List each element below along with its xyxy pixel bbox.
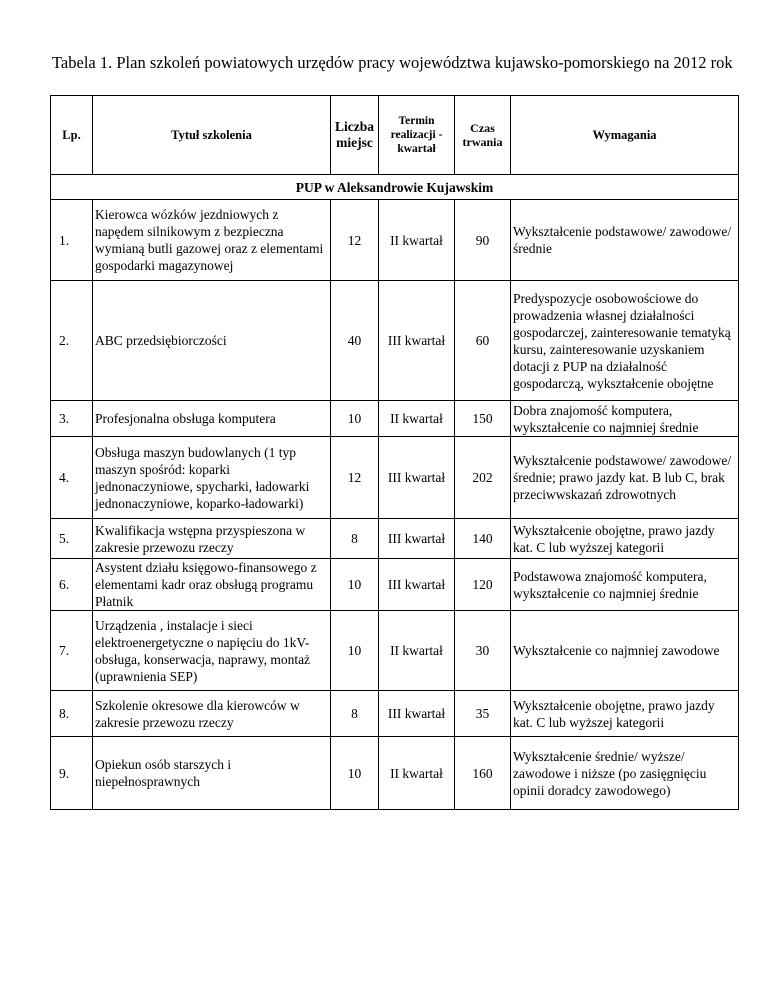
row-term: III kwartał [379,281,455,401]
row-places: 10 [331,559,379,611]
header-term: Termin realizacji - kwartał [379,96,455,175]
row-places: 8 [331,519,379,559]
header-requirements: Wymagania [511,96,739,175]
row-places: 8 [331,691,379,737]
row-term: III kwartał [379,519,455,559]
row-duration: 30 [455,611,511,691]
row-requirements: Wykształcenie obojętne, prawo jazdy kat. C lub wyższej kategorii [511,691,739,737]
row-places: 40 [331,281,379,401]
row-lp: 9. [51,737,93,810]
table-row [51,737,739,810]
table-row [51,519,739,559]
header-title: Tytuł szkolenia [93,96,331,175]
table-row [51,611,739,691]
row-lp: 1. [51,200,93,281]
row-title: Urządzenia , instalacje i sieci elektroenergetyczne o napięciu do 1kV-obsługa, konserwacja, naprawy, montaż (uprawnienia SEP) [93,611,331,691]
row-term: II kwartał [379,401,455,437]
row-duration: 35 [455,691,511,737]
office-row [51,175,739,200]
row-duration: 160 [455,737,511,810]
row-term: II kwartał [379,200,455,281]
row-duration: 202 [455,437,511,519]
row-title: Kierowca wózków jezdniowych z napędem silnikowym z bezpieczna wymianą butli gazowej oraz z elementami gospodarki magazynowej [93,200,331,281]
row-requirements: Wykształcenie obojętne, prawo jazdy kat. C lub wyższej kategorii [511,519,739,559]
row-title: ABC przedsiębiorczości [93,281,331,401]
row-places: 12 [331,200,379,281]
row-duration: 140 [455,519,511,559]
row-title: Kwalifikacja wstępna przyspieszona w zakresie przewozu rzeczy [93,519,331,559]
table-row [51,559,739,611]
row-term: III kwartał [379,691,455,737]
row-places: 12 [331,437,379,519]
row-requirements: Wykształcenie podstawowe/ zawodowe/ średnie; prawo jazdy kat. B lub C, brak przeciwwskazań zdrowotnych [511,437,739,519]
header-duration: Czas trwania [455,96,511,175]
row-places: 10 [331,401,379,437]
row-places: 10 [331,611,379,691]
row-title: Opiekun osób starszych i niepełnosprawnych [93,737,331,810]
table-row [51,401,739,437]
row-term: II kwartał [379,737,455,810]
row-duration: 90 [455,200,511,281]
row-requirements: Podstawowa znajomość komputera, wykształcenie co najmniej średnie [511,559,739,611]
training-plan-table [50,95,739,810]
row-lp: 4. [51,437,93,519]
row-lp: 5. [51,519,93,559]
row-requirements: Wykształcenie średnie/ wyższe/ zawodowe i niższe (po zasięgnięciu opinii doradcy zawodowego) [511,737,739,810]
row-title: Obsługa maszyn budowlanych (1 typ maszyn spośród: koparki jednonaczyniowe, spycharki, ładowarki jednonaczyniowe, koparko-ładowarki) [93,437,331,519]
office-name: PUP w Aleksandrowie Kujawskim [51,175,739,200]
table-caption: Tabela 1. Plan szkoleń powiatowych urzędów pracy województwa kujawsko-pomorskiego na 2012 rok [52,53,733,72]
row-lp: 7. [51,611,93,691]
table-row [51,281,739,401]
header-row [51,96,739,175]
row-duration: 150 [455,401,511,437]
row-term: III kwartał [379,559,455,611]
row-lp: 3. [51,401,93,437]
row-requirements: Predyspozycje osobowościowe do prowadzenia własnej działalności gospodarczej, zainteresowanie tematyką kursu, zainteresowanie uzyskaniem dotacji z PUP na działalność gospodarczą, wykształcenie obojętne [511,281,739,401]
table-row [51,437,739,519]
row-requirements: Dobra znajomość komputera, wykształcenie co najmniej średnie [511,401,739,437]
row-title: Asystent działu księgowo-finansowego z elementami kadr oraz obsługą programu Płatnik [93,559,331,611]
row-title: Profesjonalna obsługa komputera [93,401,331,437]
header-lp: Lp. [51,96,93,175]
row-lp: 8. [51,691,93,737]
row-term: II kwartał [379,611,455,691]
row-duration: 120 [455,559,511,611]
row-term: III kwartał [379,437,455,519]
row-lp: 6. [51,559,93,611]
row-requirements: Wykształcenie co najmniej zawodowe [511,611,739,691]
table-row [51,691,739,737]
row-duration: 60 [455,281,511,401]
row-requirements: Wykształcenie podstawowe/ zawodowe/ średnie [511,200,739,281]
row-places: 10 [331,737,379,810]
header-places: Liczba miejsc [331,96,379,175]
table-row [51,200,739,281]
row-title: Szkolenie okresowe dla kierowców w zakresie przewozu rzeczy [93,691,331,737]
row-lp: 2. [51,281,93,401]
